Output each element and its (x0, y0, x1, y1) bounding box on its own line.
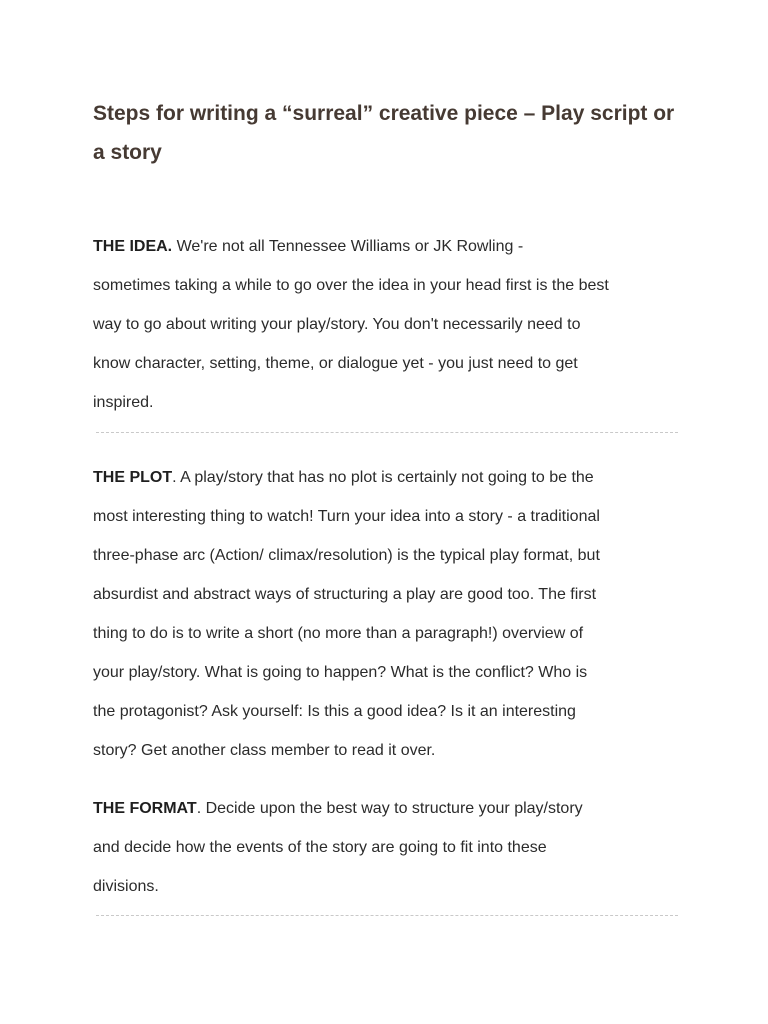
paragraph-line (93, 789, 683, 828)
paragraph-line: the protagonist? Ask yourself: Is this a good idea? Is it an interesting (93, 703, 576, 720)
paragraph-text: . Decide upon the best way to structure your play/story (196, 800, 583, 817)
section-format (93, 789, 683, 906)
section-divider (96, 432, 678, 433)
paragraph-text: . A play/story that has no plot is certainly not going to be the (172, 469, 594, 486)
section-heading-idea: THE IDEA. (93, 238, 173, 255)
paragraph-line: thing to do is to write a short (no more than a paragraph!) overview of (93, 625, 584, 642)
paragraph-line (93, 227, 683, 266)
paragraph-line: sometimes taking a while to go over the idea in your head first is the best (93, 277, 609, 294)
paragraph-line (93, 458, 683, 497)
paragraph-line: story? Get another class member to read it over. (93, 742, 436, 759)
document-title: Steps for writing a “surreal” creative piece – Play script or a story (93, 102, 675, 164)
paragraph-line: most interesting thing to watch! Turn your idea into a story - a traditional (93, 508, 600, 525)
paragraph-text: We're not all Tennessee Williams or JK Rowling - (172, 238, 524, 255)
paragraph-line: inspired. (93, 394, 154, 411)
paragraph-line: divisions. (93, 878, 159, 895)
section-plot (93, 458, 683, 770)
paragraph-line: way to go about writing your play/story. You don't necessarily need to (93, 316, 581, 333)
section-idea (93, 227, 683, 422)
paragraph-line: know character, setting, theme, or dialogue yet - you just need to get (93, 355, 578, 372)
paragraph-line: absurdist and abstract ways of structuring a play are good too. The first (93, 586, 597, 603)
section-heading-plot: THE PLOT (93, 469, 173, 486)
section-divider (96, 915, 678, 916)
paragraph-line: three-phase arc (Action/ climax/resolution) is the typical play format, but (93, 547, 600, 564)
section-heading-format: THE FORMAT (93, 800, 197, 817)
paragraph-line: and decide how the events of the story are going to fit into these (93, 839, 547, 856)
paragraph-line: your play/story. What is going to happen? What is the conflict? Who is (93, 664, 588, 681)
